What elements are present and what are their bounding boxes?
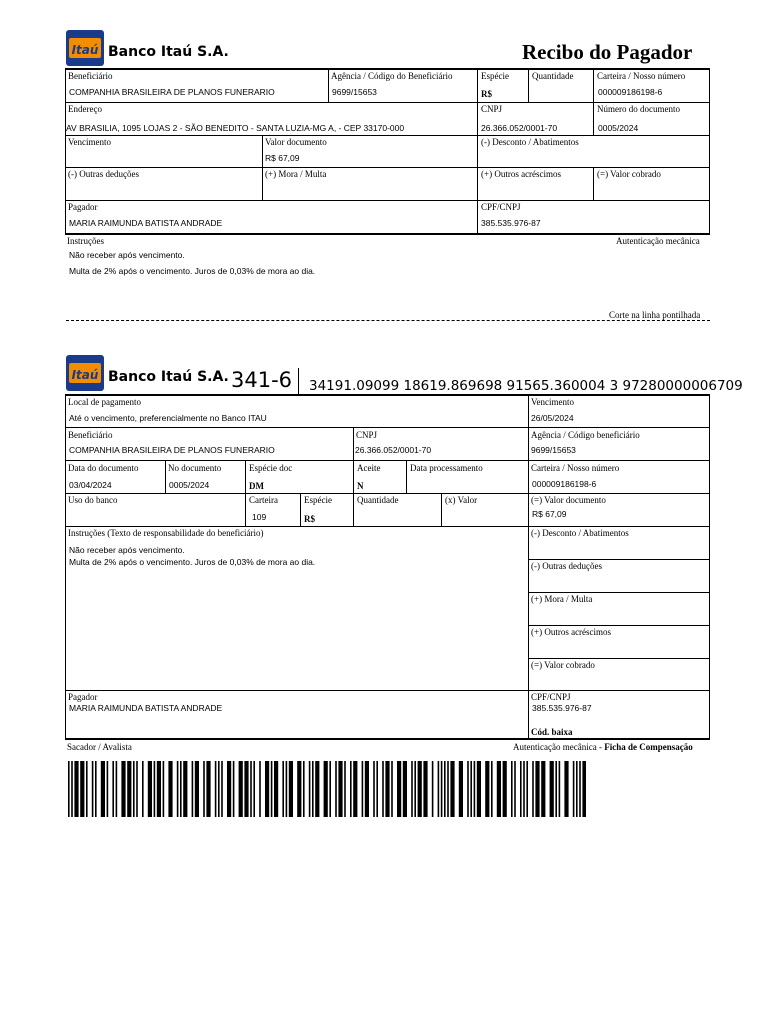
barcode-bar <box>532 761 534 817</box>
barcode-bar <box>157 761 161 817</box>
barcode-bar <box>233 761 235 817</box>
slip-data-documento-value: 03/04/2024 <box>69 480 112 490</box>
slip-pagador-label: Pagador <box>68 692 98 702</box>
barcode-bar <box>491 761 493 817</box>
receipt-autenticacao-label: Autenticação mecânica <box>616 236 700 246</box>
barcode-bar <box>74 761 78 817</box>
barcode-bar <box>338 761 342 817</box>
barcode-bar <box>373 761 375 817</box>
barcode-bar <box>459 761 463 817</box>
barcode-bar <box>203 761 205 817</box>
barcode-bar <box>541 761 545 817</box>
barcode-bar <box>192 761 194 817</box>
barcode-bar <box>365 761 369 817</box>
slip-desconto-label: (-) Desconto / Abatimentos <box>531 528 629 538</box>
slip-autenticacao-label <box>513 742 693 752</box>
barcode-bar <box>423 761 427 817</box>
barcode-bar <box>485 761 489 817</box>
slip-beneficiario-value: COMPANHIA BRASILEIRA DE PLANOS FUNERARIO <box>69 445 275 455</box>
receipt-agencia-value: 9699/15653 <box>332 87 377 97</box>
receipt-especie-label: Espécie <box>481 71 509 81</box>
barcode-bar <box>127 761 131 817</box>
slip-agencia-label: Agência / Código beneficiário <box>531 430 640 440</box>
barcode-bar <box>362 761 364 817</box>
receipt-desconto-label: (-) Desconto / Abatimentos <box>481 137 579 147</box>
barcode-bar <box>312 761 314 817</box>
barcode-bar <box>432 761 434 817</box>
slip-vencimento-label: Vencimento <box>531 397 574 407</box>
slip-especie-label: Espécie <box>304 495 332 505</box>
slip-data-processamento-label: Data processamento <box>410 463 483 473</box>
slip-cnpj-value: 26.366.052/0001-70 <box>355 445 432 455</box>
barcode-bar <box>335 761 337 817</box>
slip-agencia-value: 9699/15653 <box>531 445 576 455</box>
receipt-carteira-label: Carteira / Nosso número <box>597 71 686 81</box>
receipt-cpf-value: 385.535.976-87 <box>481 218 541 228</box>
barcode-bar <box>101 761 105 817</box>
receipt-pagador-label: Pagador <box>68 202 98 212</box>
slip-valor-documento-value: R$ 67,09 <box>532 509 567 519</box>
receipt-agencia-label: Agência / Código do Beneficiário <box>331 71 453 81</box>
barcode-bar <box>180 761 182 817</box>
barcode-bar <box>107 761 109 817</box>
barcode-bar <box>148 761 152 817</box>
barcode-bar <box>250 761 252 817</box>
slip-no-documento-value: 0005/2024 <box>169 480 210 490</box>
barcode-bar <box>467 761 469 817</box>
ficha-compensacao-label: Ficha de Compensação <box>604 742 693 752</box>
barcode-bar <box>282 761 284 817</box>
slip-mora-label: (+) Mora / Multa <box>531 594 593 604</box>
slip-outras-deducoes-label: (-) Outras deduções <box>531 561 602 571</box>
barcode-bar <box>80 761 84 817</box>
barcode-bar <box>92 761 94 817</box>
barcode-bar <box>438 761 440 817</box>
slip-carteira-nosso-label: Carteira / Nosso número <box>531 463 620 473</box>
receipt-num-documento-label: Número do documento <box>597 104 680 114</box>
barcode-bar <box>271 761 273 817</box>
receipt-mora-label: (+) Mora / Multa <box>265 169 327 179</box>
bank-name: Banco Itaú S.A. <box>108 44 229 60</box>
receipt-num-documento-value: 0005/2024 <box>598 123 639 133</box>
barcode-bar <box>177 761 179 817</box>
barcode-bar <box>136 761 138 817</box>
slip-especie-value: R$ <box>304 514 315 524</box>
slip-especie-doc-value: DM <box>249 481 264 491</box>
itau-logo: Itaú <box>66 30 104 66</box>
slip-cnpj-label: CNPJ <box>356 430 378 440</box>
slip-outros-acrescimos-label: (+) Outros acréscimos <box>531 627 612 637</box>
receipt-valor-cobrado-label: (=) Valor cobrado <box>597 169 661 179</box>
barcode-bar <box>470 761 472 817</box>
barcode-bar <box>520 761 522 817</box>
barcode-bar <box>474 761 476 817</box>
barcode-bar <box>385 761 389 817</box>
barcode-bar <box>274 761 278 817</box>
barcode-bar <box>215 761 217 817</box>
barcode-bar <box>329 761 331 817</box>
slip-x-valor-label: (x) Valor <box>445 495 478 505</box>
receipt-outros-acrescimos-label: (+) Outros acréscimos <box>481 169 562 179</box>
slip-pagador-value: MARIA RAIMUNDA BATISTA ANDRADE <box>69 703 223 713</box>
barcode-bar <box>444 761 446 817</box>
barcode-bar <box>403 761 407 817</box>
barcode-bar <box>154 761 156 817</box>
barcode-bar <box>315 761 319 817</box>
slip-aceite-value: N <box>357 481 364 491</box>
barcode-bar <box>350 761 352 817</box>
barcode-bar <box>303 761 305 817</box>
barcode-bar <box>95 761 97 817</box>
bank-code: 341-6 <box>231 368 293 392</box>
barcode-bar <box>564 761 568 817</box>
barcode-bar <box>133 761 135 817</box>
slip-valor-cobrado-label: (=) Valor cobrado <box>531 660 595 670</box>
barcode-bar <box>121 761 125 817</box>
slip-instrucao-1: Não receber após vencimento. <box>69 545 185 555</box>
receipt-endereco-value: AV BRASILIA, 1095 LOJAS 2 - SÃO BENEDITO - SANTA LUZIA-MG A, - CEP 33170-000 <box>66 123 405 133</box>
barcode-bar <box>239 761 243 817</box>
barcode-bar <box>535 761 539 817</box>
barcode-bar <box>253 761 255 817</box>
barcode-bar <box>195 761 199 817</box>
barcode-bar <box>265 761 269 817</box>
barcode-bar <box>309 761 311 817</box>
barcode-bar <box>514 761 516 817</box>
receipt-title: Recibo do Pagador <box>522 40 693 64</box>
slip-cod-baixa-label: Cód. baixa <box>531 727 573 737</box>
barcode-bar <box>582 761 586 817</box>
receipt-cpf-label: CPF/CNPJ <box>481 202 521 212</box>
barcode-bar <box>168 761 172 817</box>
slip-cpf-label: CPF/CNPJ <box>531 692 571 702</box>
barcode-bar <box>344 761 346 817</box>
slip-aceite-label: Aceite <box>357 463 381 473</box>
barcode-bar <box>116 761 118 817</box>
receipt-carteira-value: 000009186198-6 <box>598 87 663 97</box>
slip-no-documento-label: No documento <box>168 463 222 473</box>
barcode-bar <box>511 761 513 817</box>
receipt-endereco-label: Endereço <box>68 104 102 114</box>
slip-carteira-value: 109 <box>252 512 267 522</box>
receipt-instrucoes-label: Instruções <box>67 236 104 246</box>
barcode-bar <box>414 761 416 817</box>
cut-line-label: Corte na linha pontilhada <box>609 310 701 320</box>
barcode-bar <box>297 761 301 817</box>
receipt-cnpj-value: 26.366.052/0001-70 <box>481 123 558 133</box>
barcode-bar <box>559 761 561 817</box>
slip-instrucoes-label: Instruções (Texto de responsabilidade do beneficiário) <box>68 528 264 538</box>
slip-carteira-nosso-value: 000009186198-6 <box>532 479 597 489</box>
barcode-bar <box>289 761 293 817</box>
barcode-bar <box>550 761 554 817</box>
barcode-bar <box>576 761 578 817</box>
receipt-instrucao-1: Não receber após vencimento. <box>69 250 185 260</box>
barcode-bar <box>221 761 223 817</box>
slip-local-pagamento-label: Local de pagamento <box>68 397 141 407</box>
barcode-bar <box>163 761 165 817</box>
receipt-vencimento-label: Vencimento <box>68 137 111 147</box>
barcode-bar <box>227 761 231 817</box>
barcode-bar <box>68 761 70 817</box>
receipt-valor-documento-value: R$ 67,09 <box>265 153 300 163</box>
slip-vencimento-value: 26/05/2024 <box>531 413 574 423</box>
barcode-bar <box>142 761 144 817</box>
barcode-bar <box>353 761 357 817</box>
barcode-bar <box>418 761 422 817</box>
barcode-bar <box>71 761 73 817</box>
barcode-bar <box>523 761 525 817</box>
barcode-bar <box>376 761 378 817</box>
barcode-bar <box>86 761 88 817</box>
barcode-bar <box>447 761 449 817</box>
slip-autenticacao-text: Autenticação mecânica - <box>513 742 605 752</box>
barcode-bar <box>579 761 581 817</box>
receipt-instrucao-2: Multa de 2% após o vencimento. Juros de 0,03% de mora ao dia. <box>69 266 316 276</box>
receipt-beneficiario-value: COMPANHIA BRASILEIRA DE PLANOS FUNERARIO <box>69 87 275 97</box>
barcode-bar <box>441 761 443 817</box>
barcode-bar <box>112 761 114 817</box>
cut-line <box>66 320 710 321</box>
itau-logo-slip: Itaú <box>66 355 104 391</box>
barcode-bar <box>324 761 328 817</box>
barcode-bar <box>259 761 261 817</box>
slip-cpf-value: 385.535.976-87 <box>532 703 592 713</box>
barcode-bar <box>497 761 501 817</box>
barcode-bar <box>477 761 481 817</box>
slip-sacador-label: Sacador / Avalista <box>67 742 132 752</box>
slip-uso-banco-label: Uso do banco <box>68 495 118 505</box>
bank-name-slip: Banco Itaú S.A. <box>108 369 229 385</box>
barcode-bar <box>382 761 384 817</box>
receipt-pagador-value: MARIA RAIMUNDA BATISTA ANDRADE <box>69 218 223 228</box>
barcode-bar <box>218 761 220 817</box>
barcode-bar <box>391 761 393 817</box>
slip-beneficiario-label: Beneficiário <box>68 430 113 440</box>
barcode-bar <box>573 761 575 817</box>
barcode-bar <box>450 761 454 817</box>
slip-instrucao-2: Multa de 2% após o vencimento. Juros de 0,03% de mora ao dia. <box>69 557 316 567</box>
receipt-quantidade-label: Quantidade <box>532 71 574 81</box>
barcode-bar <box>286 761 288 817</box>
barcode-bar <box>183 761 187 817</box>
receipt-cnpj-label: CNPJ <box>481 104 503 114</box>
receipt-outras-deducoes-label: (-) Outras deduções <box>68 169 139 179</box>
slip-quantidade-label: Quantidade <box>357 495 399 505</box>
slip-carteira-label: Carteira <box>249 495 278 505</box>
barcode-bar <box>244 761 248 817</box>
barcode <box>66 761 586 817</box>
receipt-especie-value: R$ <box>481 89 492 99</box>
barcode-bar <box>555 761 557 817</box>
barcode-bar <box>503 761 507 817</box>
slip-valor-documento-label: (=) Valor documento <box>531 495 606 505</box>
receipt-beneficiario-label: Beneficiário <box>68 71 113 81</box>
barcode-bar <box>411 761 413 817</box>
barcode-bar <box>206 761 210 817</box>
slip-local-pagamento-value: Até o vencimento, preferencialmente no Banco ITAU <box>69 413 267 423</box>
slip-data-documento-label: Data do documento <box>68 463 139 473</box>
linha-digitavel: 34191.09099 18619.869698 91565.360004 3 97280000006709 <box>309 378 743 394</box>
slip-especie-doc-label: Espécie doc <box>249 463 293 473</box>
barcode-bar <box>397 761 401 817</box>
receipt-valor-documento-label: Valor documento <box>265 137 327 147</box>
barcode-bar <box>526 761 528 817</box>
